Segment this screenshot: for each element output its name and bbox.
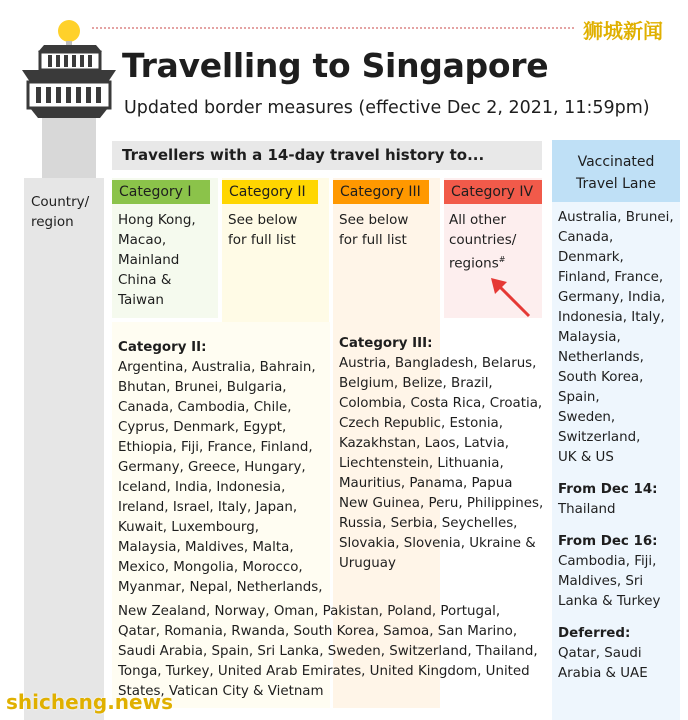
category-ii-list: Category II: Argentina, Australia, Bahrain, Bhutan, Brunei, Bulgaria, Canada, Cambodia, Chile, Cyprus, Denmark, Egypt, Ethiopia, Fiji, France, Finland, Germany, Greece, Hungary, Iceland, India, Indonesia, Ireland, Israel, Italy, Japan, Kuwait, Luxembourg, Malaysia, Maldives, Malta, Mexico, Mongolia, Morocco, Myanmar, Nepal, Netherlands, (118, 338, 333, 598)
vtl-title: Vaccinated Travel Lane (576, 154, 656, 192)
category-iv-header: Category IV (444, 180, 542, 204)
category-iii-body: See below for full list (339, 212, 409, 248)
country-region-label: Country/ region (31, 194, 90, 230)
category-i-body: Hong Kong, Macao, Mainland China & Taiwan (118, 212, 196, 308)
vtl-dec14-heading: From Dec 14: (558, 482, 658, 497)
category-ii-list-continued: New Zealand, Norway, Oman, Pakistan, Poland, Portugal, Qatar, Romania, Rwanda, South Korea, Samoa, San Marino, Saudi Arabia, Spain, Sri Lanka, Sweden, Switzerland, Thailand, Tonga, Turkey, United Arab Emirates, United Kingdom, United States, Vatican City & Vietnam (118, 604, 538, 699)
category-ii-header: Category II (222, 180, 318, 204)
category-iii-heading: Category III: (339, 336, 433, 351)
section-header-text: Travellers with a 14-day travel history to... (122, 146, 485, 164)
category-iii-header: Category III (333, 180, 429, 204)
vtl-deferred-heading: Deferred: (558, 626, 631, 641)
country-column (24, 178, 104, 720)
dotted-divider (92, 27, 574, 29)
category-iv-body: All other countries/ regions# (449, 212, 517, 272)
watermark-chinese: 狮城新闻 (583, 19, 663, 43)
vtl-list: Australia, Brunei, Canada, Denmark, Finland, France, Germany, India, Indonesia, Italy, Malaysia, Netherlands, South Korea, Spain, Sweden, Switzerland, UK & US From Dec 14: Thailand From Dec 16: Cambodia, Fiji, Maldives, Sri Lanka & Turkey Deferred: Qatar, Saudi Arabia & UAE (558, 208, 680, 684)
watermark-site: shicheng.news (6, 690, 173, 714)
category-ii-body: See below for full list (228, 212, 298, 248)
vtl-dec16-heading: From Dec 16: (558, 534, 658, 549)
category-i-header: Category I (112, 180, 210, 204)
category-ii-heading: Category II: (118, 340, 207, 355)
page-subtitle: Updated border measures (effective Dec 2, 2021, 11:59pm) (124, 98, 650, 118)
section-header (112, 141, 542, 170)
page-title: Travelling to Singapore (122, 46, 549, 85)
category-iii-list: Category III: Austria, Bangladesh, Belarus, Belgium, Belize, Brazil, Colombia, Costa Rica, Croatia, Czech Republic, Estonia, Kazakhstan, Laos, Latvia, Liechtenstein, Lithuania, Mauritius, Panama, Papua New Guinea, Peru, Philippines, Russia, Serbia, Seychelles, Slovakia, Slovenia, Ukraine & Uruguay (339, 334, 549, 574)
red-arrow-icon (485, 272, 535, 322)
